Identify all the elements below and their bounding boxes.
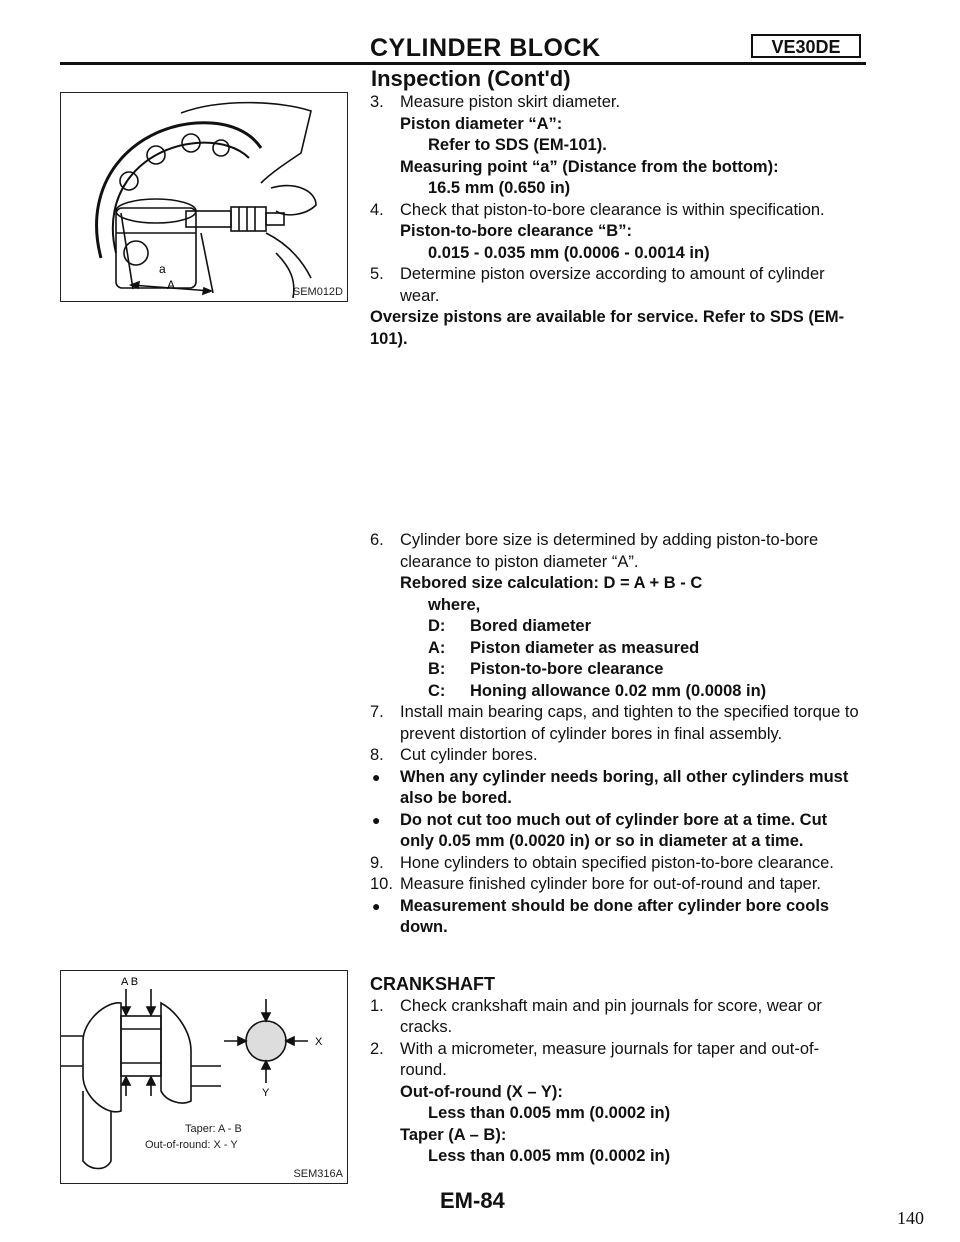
spec-piston-diameter-value: Refer to SDS (EM-101).: [428, 136, 607, 154]
label-small-a: a: [159, 262, 166, 276]
engine-badge: VE30DE: [751, 34, 861, 58]
bullet-cut-limit: ● Do not cut too much out of cylinder bore at a time. Cut only 0.05 mm (0.0020 in) or so in diameter at a time.: [372, 810, 828, 850]
bullet-icon: ●: [372, 768, 381, 785]
bullet-icon: ●: [372, 897, 381, 914]
page-code: EM-84: [440, 1188, 505, 1213]
step-8: 8. Cut cylinder bores.: [370, 746, 538, 764]
label-A: A: [167, 278, 176, 292]
figure-code: SEM012D: [292, 286, 343, 298]
label-x: X: [315, 1036, 323, 1048]
header-rule: [60, 62, 866, 65]
def-row: D: Bored diameter: [428, 617, 592, 635]
def-row: C: Honing allowance 0.02 mm (0.0008 in): [428, 681, 767, 700]
crankshaft-figure: [60, 970, 348, 1184]
taper-value: Less than 0.005 mm (0.0002 in): [428, 1147, 671, 1165]
step-9: 9. Hone cylinders to obtain specified piston-to-bore clearance.: [370, 853, 834, 872]
rebored-size-calc: Rebored size calculation: D = A + B - C: [400, 574, 703, 592]
bullet-boring: ● When any cylinder needs boring, all other cylinders must also be bored.: [372, 767, 849, 807]
caption-out-of-round: Out-of-round: X - Y: [145, 1139, 238, 1151]
crank-step-2: 2. With a micrometer, measure journals for taper and out-of-round.: [370, 1039, 820, 1079]
spec-clearance-value: 0.015 - 0.035 mm (0.0006 - 0.0014 in): [428, 243, 710, 262]
crankshaft-section: [370, 974, 864, 1168]
piston-micrometer-illustration: [61, 93, 347, 301]
def-row: A: Piston diameter as measured: [428, 638, 700, 657]
step-10: 10. Measure finished cylinder bore for out-of-round and taper.: [370, 875, 821, 893]
step-6: 6. Cylinder bore size is determined by adding piston-to-bore clearance to piston diameter “A”.: [370, 531, 819, 571]
caption-taper: Taper: A - B: [185, 1123, 242, 1135]
spec-clearance-title: Piston-to-bore clearance “B”:: [400, 222, 632, 240]
step-5: 5. Determine piston oversize according to amount of cylinder wear.: [370, 265, 825, 305]
definition-list: [370, 616, 864, 702]
label-ab: A B: [121, 976, 139, 988]
bullet-cool-down: ● Measurement should be done after cylinder bore cools down.: [372, 896, 830, 936]
taper-title: Taper (A – B):: [400, 1125, 507, 1144]
def-row: B: Piston-to-bore clearance: [428, 660, 664, 678]
crank-step-1: 1. Check crankshaft main and pin journals for score, wear or cracks.: [370, 996, 822, 1036]
crankshaft-illustration: [61, 971, 347, 1183]
spec-measuring-point-title: Measuring point “a” (Distance from the bottom):: [400, 157, 779, 176]
label-y: Y: [262, 1087, 270, 1099]
bullet-icon: ●: [372, 811, 381, 828]
page-number: 140: [897, 1208, 924, 1228]
page-title: CYLINDER BLOCK: [370, 34, 601, 62]
piston-measure-figure: [60, 92, 348, 302]
spec-piston-diameter-title: Piston diameter “A”:: [400, 114, 563, 133]
crankshaft-heading: CRANKSHAFT: [370, 974, 495, 994]
section-subtitle: Inspection (Cont'd): [371, 66, 571, 91]
out-of-round-title: Out-of-round (X – Y):: [400, 1082, 563, 1101]
step-3: 3. Measure piston skirt diameter.: [370, 93, 621, 111]
where-label: where,: [428, 595, 481, 614]
spec-measuring-point-value: 16.5 mm (0.650 in): [428, 179, 571, 197]
inspection-steps-1: [370, 92, 864, 350]
figure-code: SEM316A: [293, 1168, 343, 1180]
step-4: 4. Check that piston-to-bore clearance is within specification.: [370, 200, 825, 219]
oversize-note: Oversize pistons are available for service. Refer to SDS (EM-101).: [370, 308, 845, 348]
inspection-steps-2: [370, 530, 864, 939]
out-of-round-value: Less than 0.005 mm (0.0002 in): [428, 1104, 671, 1122]
step-7: 7. Install main bearing caps, and tighten to the specified torque to prevent distortion of cylinder bores in final assembly.: [370, 703, 859, 743]
